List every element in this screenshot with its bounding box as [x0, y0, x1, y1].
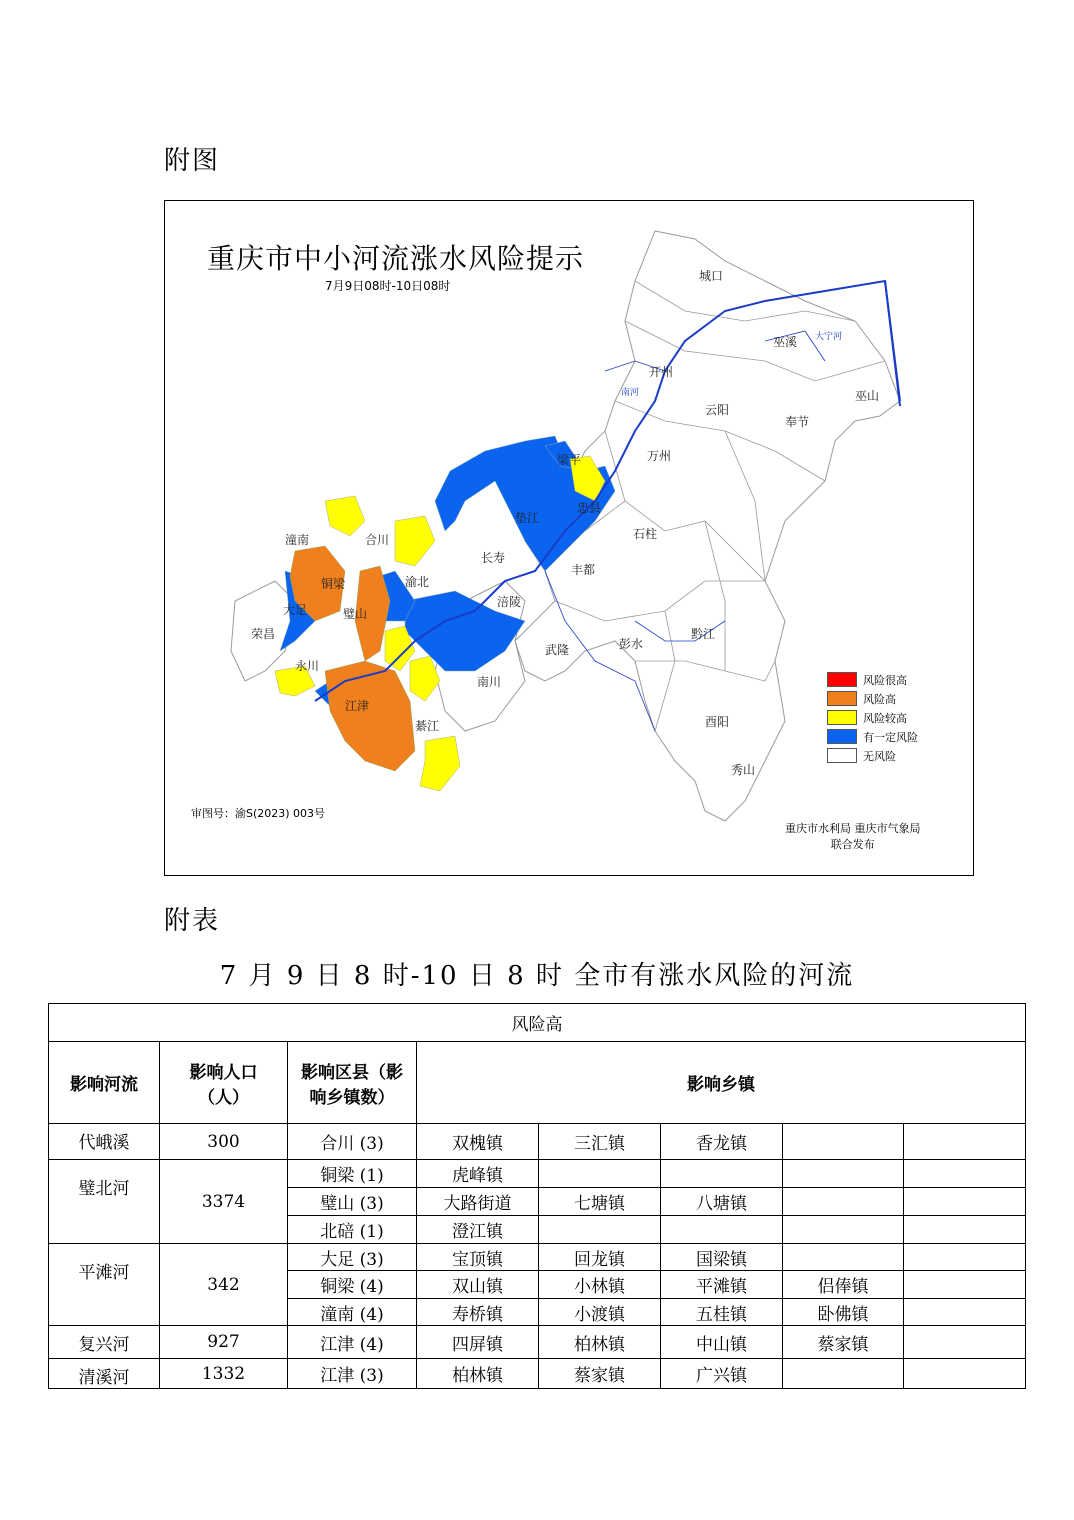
table-row: [49, 1326, 1026, 1359]
place-label: 丰都: [571, 563, 596, 577]
town-cell: [661, 1216, 783, 1244]
river-name-cell: 复兴河: [49, 1326, 160, 1359]
risk-level-header: 风险高: [49, 1004, 1026, 1042]
town-cell: 双槐镇: [417, 1124, 539, 1160]
town-cell: 宝顶镇: [417, 1244, 539, 1271]
column-header-population: 影响人口（人）: [160, 1042, 288, 1124]
district-cell: 合川 (3): [288, 1124, 417, 1160]
town-cell: 澄江镇: [417, 1216, 539, 1244]
town-cell: [783, 1124, 904, 1160]
river-name-cell: 平滩河: [49, 1244, 160, 1326]
place-label: 南川: [477, 675, 502, 689]
town-cell: 七塘镇: [539, 1188, 661, 1216]
town-cell: [783, 1188, 904, 1216]
column-header-river: 影响河流: [49, 1042, 160, 1124]
town-cell: [904, 1326, 1026, 1359]
legend-swatch: [827, 672, 857, 687]
town-cell: 平滩镇: [661, 1271, 783, 1299]
legend-item: [827, 746, 918, 765]
place-label: 璧山: [343, 607, 368, 621]
legend-label: 风险很高: [863, 673, 907, 687]
district-cell: 铜梁 (1): [288, 1160, 417, 1188]
population-cell: 342: [160, 1244, 288, 1326]
place-label: 忠县: [577, 501, 602, 515]
legend-swatch: [827, 729, 857, 744]
town-cell: 八塘镇: [661, 1188, 783, 1216]
town-cell: 三汇镇: [539, 1124, 661, 1160]
population-cell: 3374: [160, 1160, 288, 1244]
map-title: 重庆市中小河流涨水风险提示: [207, 242, 585, 275]
district-cell: 北碚 (1): [288, 1216, 417, 1244]
place-label: 江津: [345, 699, 370, 713]
population-cell: 927: [160, 1326, 288, 1359]
place-label: 渝北: [405, 575, 430, 589]
place-label: 梁平: [557, 453, 582, 467]
town-cell: [539, 1216, 661, 1244]
river-name-cell: 代峨溪: [49, 1124, 160, 1160]
place-label: 潼南: [285, 533, 310, 547]
town-cell: 中山镇: [661, 1326, 783, 1359]
figure-heading: 附图: [164, 146, 221, 176]
town-cell: [783, 1160, 904, 1188]
town-cell: [783, 1216, 904, 1244]
table-row: [49, 1244, 1026, 1271]
map-legend: [827, 670, 918, 765]
place-label: 云阳: [705, 403, 730, 417]
place-label: 秀山: [731, 763, 756, 777]
risk-map: [164, 200, 974, 876]
place-label: 垫江: [515, 511, 540, 525]
legend-item: [827, 670, 918, 689]
place-label: 武隆: [545, 643, 570, 657]
district-cell: 铜梁 (4): [288, 1271, 417, 1299]
place-label: 奉节: [785, 415, 810, 429]
map-region-higher: [410, 656, 440, 701]
town-cell: [904, 1299, 1026, 1326]
town-cell: [904, 1359, 1026, 1389]
town-cell: 国梁镇: [661, 1244, 783, 1271]
town-cell: [904, 1124, 1026, 1160]
place-label: 酉阳: [705, 715, 730, 729]
legend-item: [827, 689, 918, 708]
town-cell: 蔡家镇: [539, 1359, 661, 1389]
place-label: 黔江: [691, 627, 716, 641]
town-cell: [783, 1244, 904, 1271]
town-cell: 五桂镇: [661, 1299, 783, 1326]
legend-item: [827, 727, 918, 746]
place-label: 铜梁: [321, 577, 346, 591]
district-cell: 江津 (4): [288, 1326, 417, 1359]
town-cell: 柏林镇: [417, 1359, 539, 1389]
table-row: [49, 1124, 1026, 1160]
place-label: 石柱: [633, 527, 658, 541]
map-region-higher: [420, 736, 460, 791]
column-header-towns: 影响乡镇: [417, 1042, 1026, 1124]
town-cell: 四屏镇: [417, 1326, 539, 1359]
legend-item: [827, 708, 918, 727]
town-cell: 侣俸镇: [783, 1271, 904, 1299]
place-label: 巫溪: [773, 335, 798, 349]
table-row: [49, 1160, 1026, 1188]
town-cell: 小渡镇: [539, 1299, 661, 1326]
legend-swatch: [827, 710, 857, 725]
town-cell: 广兴镇: [661, 1359, 783, 1389]
town-cell: 柏林镇: [539, 1326, 661, 1359]
map-review-number: 审图号：渝S(2023) 003号: [191, 807, 326, 820]
place-label: 荣昌: [251, 627, 276, 641]
place-label: 开州: [649, 365, 674, 379]
place-label: 合川: [365, 533, 390, 547]
place-label: 大足: [283, 603, 308, 617]
legend-label: 风险较高: [863, 711, 907, 725]
map-publisher: [785, 821, 921, 853]
town-cell: 寿桥镇: [417, 1299, 539, 1326]
place-label: 涪陵: [497, 595, 522, 609]
map-region-higher: [395, 516, 435, 566]
town-cell: [904, 1188, 1026, 1216]
place-label: 永川: [295, 659, 320, 673]
town-cell: 卧佛镇: [783, 1299, 904, 1326]
place-label: 巫山: [855, 389, 880, 403]
town-cell: [904, 1271, 1026, 1299]
place-label: 綦江: [415, 719, 440, 733]
town-cell: 双山镇: [417, 1271, 539, 1299]
map-region-high: [325, 661, 415, 771]
town-cell: [904, 1160, 1026, 1188]
map-region-higher: [325, 496, 365, 536]
town-cell: 蔡家镇: [783, 1326, 904, 1359]
town-cell: [904, 1216, 1026, 1244]
place-label: 南河: [621, 388, 640, 398]
place-label: 万州: [647, 449, 672, 463]
town-cell: 小林镇: [539, 1271, 661, 1299]
town-cell: 香龙镇: [661, 1124, 783, 1160]
legend-label: 风险高: [863, 692, 896, 706]
place-label: 城口: [699, 269, 724, 283]
town-cell: [539, 1160, 661, 1188]
table-title: 7 月 9 日 8 时-10 日 8 时 全市有涨水风险的河流: [219, 961, 855, 991]
table-heading: 附表: [164, 906, 221, 936]
town-cell: 回龙镇: [539, 1244, 661, 1271]
river-name-cell: 清溪河: [49, 1359, 160, 1389]
town-cell: [783, 1359, 904, 1389]
population-cell: 1332: [160, 1359, 288, 1389]
population-cell: 300: [160, 1124, 288, 1160]
column-header-district: 影响区县（影响乡镇数）: [288, 1042, 417, 1124]
place-label: 彭水: [619, 637, 644, 651]
legend-swatch: [827, 691, 857, 706]
district-cell: 璧山 (3): [288, 1188, 417, 1216]
map-subtitle: 7月9日08时-10日08时: [325, 279, 451, 293]
river-name-cell: 璧北河: [49, 1160, 160, 1244]
legend-swatch: [827, 748, 857, 763]
publisher-line: 重庆市水利局 重庆市气象局: [785, 822, 921, 835]
place-label: 长寿: [481, 551, 506, 565]
publisher-line: 联合发布: [830, 838, 875, 851]
town-cell: [904, 1244, 1026, 1271]
legend-label: 有一定风险: [863, 730, 918, 744]
table-row: [49, 1359, 1026, 1389]
town-cell: 虎峰镇: [417, 1160, 539, 1188]
town-cell: [661, 1160, 783, 1188]
place-label: 大宁河: [815, 332, 843, 342]
river-risk-table: [48, 1003, 1026, 1389]
town-cell: 大路街道: [417, 1188, 539, 1216]
district-cell: 江津 (3): [288, 1359, 417, 1389]
district-cell: 潼南 (4): [288, 1299, 417, 1326]
legend-label: 无风险: [863, 749, 896, 763]
district-cell: 大足 (3): [288, 1244, 417, 1271]
